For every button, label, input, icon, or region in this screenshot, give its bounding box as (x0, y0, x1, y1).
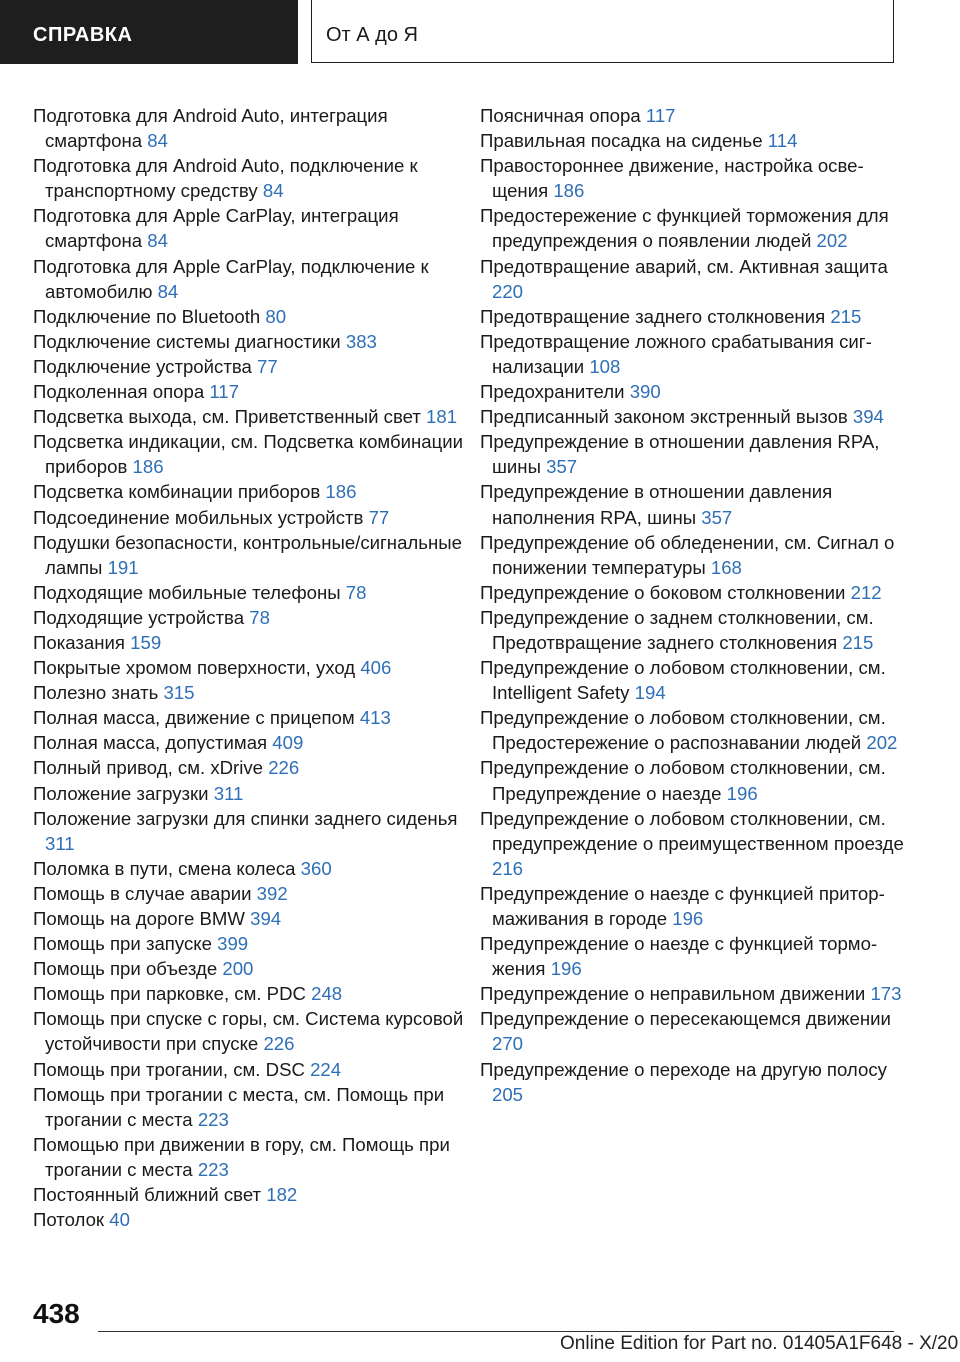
index-entry-page-link[interactable]: 357 (546, 456, 578, 478)
index-entry (480, 479, 905, 529)
index-entry-term: Предупреждение о неправильном движении (480, 983, 866, 1005)
index-entry-term: Подготовка для Apple CarPlay, подключение к автомобилю (33, 255, 429, 302)
index-entry-page-link[interactable]: 84 (147, 130, 168, 152)
index-entry (33, 630, 473, 655)
index-entry (480, 755, 905, 805)
index-entry-page-link[interactable]: 270 (492, 1033, 524, 1055)
index-entry (480, 304, 905, 329)
index-entry (33, 705, 473, 730)
index-entry-term: Предупреждение о лобовом столкновении, см. предупреждение о преимущественном проезде (480, 807, 904, 854)
index-entry (480, 153, 905, 203)
index-entry-page-link[interactable]: 78 (249, 606, 270, 628)
index-entry-page-link[interactable]: 196 (672, 908, 704, 929)
index-entry-page-link[interactable]: 191 (107, 556, 139, 578)
index-entry-term: Полезно знать (33, 682, 159, 704)
index-entry-page-link[interactable]: 196 (550, 958, 582, 980)
index-entry (33, 379, 473, 404)
index-entry (480, 1006, 905, 1056)
index-entry-page-link[interactable]: 186 (325, 481, 357, 503)
index-entry-term: Предупреждение о лобовом столкновении, см. Предостережение о распознавании людей (480, 707, 886, 754)
index-entry (33, 806, 473, 856)
index-entry (33, 103, 473, 153)
index-entry-page-link[interactable]: 215 (842, 631, 874, 653)
index-entry (33, 881, 473, 906)
index-entry-term: Предписанный законом экстренный вызов (480, 406, 848, 428)
index-entry-page-link[interactable]: 315 (163, 682, 195, 704)
index-entry-page-link[interactable]: 77 (257, 355, 278, 377)
index-entry (480, 705, 905, 755)
index-entry-page-link[interactable]: 215 (830, 305, 862, 327)
index-entry-page-link[interactable]: 248 (311, 983, 343, 1005)
index-entry-term: Подсветка комбинации приборов (33, 481, 321, 503)
index-entry (480, 806, 905, 881)
index-entry-page-link[interactable]: 114 (767, 130, 798, 152)
subsection-tab (311, 0, 894, 63)
index-entry (33, 1182, 473, 1207)
index-entry-page-link[interactable]: 383 (345, 330, 377, 352)
index-entry-term: Предупреждение о переходе на другую полосу (480, 1058, 887, 1080)
index-entry-page-link[interactable]: 226 (268, 757, 300, 779)
index-entry (480, 605, 905, 655)
index-entry-term: Подсветка индикации, см. Подсветка комбинации приборов (33, 431, 464, 478)
index-entry (480, 655, 905, 705)
index-entry-term: Помощь при спуске с горы, см. Система курсовой устойчивости при спуске (33, 1008, 464, 1055)
index-entry-term: Положение загрузки (33, 782, 209, 804)
index-entry (33, 329, 473, 354)
index-entry-page-link[interactable]: 409 (272, 732, 304, 754)
index-entry (33, 956, 473, 981)
index-entry-term: Предупреждение об обледенении, см. Сигнал о понижении температуры (480, 531, 895, 578)
index-entry-term: Полная масса, движение с прицепом (33, 707, 355, 729)
index-entry-page-link[interactable]: 186 (553, 180, 585, 202)
index-entry-term: Подколенная опора (33, 381, 205, 403)
index-entry (480, 429, 905, 479)
index-entry-term: Показания (33, 631, 125, 653)
index-entry-page-link[interactable]: 77 (368, 506, 390, 528)
index-entry (33, 254, 473, 304)
index-entry-term: Правильная посадка на сиденье (480, 130, 763, 152)
index-entry-term: Постоянный ближний свет (33, 1184, 262, 1206)
index-entry-page-link[interactable]: 84 (157, 280, 179, 302)
index-entry-term: Предотвращение ложного срабатывания сигнализации (480, 330, 872, 377)
index-entry-page-link[interactable]: 202 (816, 230, 848, 252)
index-entry-page-link[interactable]: 394 (852, 406, 884, 428)
index-entry (33, 153, 473, 203)
index-entry (480, 580, 905, 605)
index-entry (33, 580, 473, 605)
index-entry-term: Полная масса, допустимая (33, 732, 268, 754)
index-entry-page-link[interactable]: 108 (589, 355, 621, 377)
index-entry-term: Предупреждение о лобовом столкновении, см. Intelligent Safety (480, 657, 886, 704)
index-entry-page-link[interactable]: 196 (726, 782, 758, 804)
index-entry-term: Помощь при трогании с места, см. Помощь при трогании с места (33, 1083, 445, 1130)
index-entry-term: Помощь при объезде (33, 958, 218, 980)
index-entry (480, 103, 905, 128)
index-entry-term: Предостережение с функцией торможения для предупреждения о появлении людей (480, 205, 889, 252)
index-entry (33, 1132, 473, 1182)
index-entry-page-link[interactable]: 205 (492, 1083, 524, 1105)
index-entry-page-link[interactable]: 226 (263, 1033, 295, 1055)
index-column-right (480, 103, 905, 1107)
index-entry-term: Подсоединение мобильных устройств (33, 506, 364, 528)
index-entry-page-link[interactable]: 223 (197, 1108, 229, 1130)
section-tab (0, 0, 298, 64)
footer-divider (98, 1331, 894, 1332)
index-entry-page-link[interactable]: 357 (701, 506, 733, 528)
index-entry-page-link[interactable]: 390 (629, 381, 661, 403)
index-entry (33, 730, 473, 755)
index-entry (33, 304, 473, 329)
index-entry-term: Помощью при движении в гору, см. Помощь при трогании с места (33, 1133, 450, 1180)
index-entry-term: Подготовка для Android Auto, интеграция смартфона (33, 105, 388, 152)
index-entry-term: Помощь при запуске (33, 933, 212, 955)
index-entry (33, 906, 473, 931)
index-entry-page-link[interactable]: 117 (645, 105, 676, 126)
index-entry (480, 881, 905, 931)
index-column-left (33, 103, 473, 1232)
index-entry-page-link[interactable]: 223 (197, 1158, 229, 1180)
index-entry-page-link[interactable]: 117 (209, 381, 239, 403)
index-entry-term: Поясничная опора (480, 105, 641, 126)
index-entry-page-link[interactable]: 181 (426, 406, 458, 428)
index-entry (33, 479, 473, 504)
index-entry-page-link[interactable]: 194 (634, 682, 666, 704)
index-entry-page-link[interactable]: 84 (262, 180, 284, 202)
index-entry-term: Предохранители (480, 381, 625, 403)
index-entry-term: Подушки безопасности, контрольные/сигнальные лампы (33, 531, 462, 578)
index-entry-page-link[interactable]: 186 (132, 456, 164, 478)
index-entry (33, 981, 473, 1006)
index-entry-page-link[interactable]: 216 (492, 857, 524, 879)
index-entry-page-link[interactable]: 220 (492, 280, 524, 302)
edition-note: Online Edition for Part no. 01405A1F648 - X/20 (560, 1333, 959, 1354)
index-entry-term: Предупреждение о лобовом столкновении, см. Предупреждение о наезде (480, 757, 886, 804)
index-entry-term: Поломка в пути, смена колеса (33, 857, 296, 879)
index-entry-page-link[interactable]: 311 (45, 832, 75, 854)
index-entry (33, 1207, 473, 1232)
index-entry-term: Предупреждение о заднем столкновении, см. Предотвращение заднего столкновения (480, 606, 874, 653)
index-entry-term: Подключение по Bluetooth (33, 305, 261, 327)
index-entry-page-link[interactable]: 80 (265, 305, 287, 327)
index-entry-term: Подсветка выхода, см. Приветственный свет (33, 406, 421, 428)
index-entry-page-link[interactable]: 212 (850, 581, 882, 603)
index-entry-page-link[interactable]: 40 (109, 1209, 130, 1231)
index-entry (33, 755, 473, 780)
index-entry-term: Предупреждение о наезде с функцией притормаживания в городе (480, 882, 885, 929)
index-entry (33, 1057, 473, 1082)
subsection-title: От А до Я (326, 24, 418, 46)
index-entry-term: Предупреждение о пересекающемся движении (480, 1008, 891, 1030)
index-entry (480, 329, 905, 379)
index-entry-term: Предотвращение заднего столкновения (480, 305, 826, 327)
index-entry-page-link[interactable]: 399 (217, 933, 249, 955)
index-entry-page-link[interactable]: 311 (213, 782, 244, 804)
index-entry-term: Подходящие устройства (33, 606, 245, 628)
index-entry (33, 931, 473, 956)
index-entry-term: Подходящие мобильные телефоны (33, 581, 341, 603)
index-entry (480, 128, 905, 153)
index-entry-term: Подготовка для Android Auto, подключение к транспортному средству (33, 155, 418, 202)
index-entry (480, 254, 905, 304)
index-entry-term: Подключение устройства (33, 355, 252, 377)
index-entry (480, 203, 905, 253)
index-entry-term: Покрытые хромом поверхности, уход (33, 657, 356, 679)
section-title: СПРАВКА (33, 24, 133, 46)
index-entry-term: Помощь при парковке, см. PDC (33, 983, 306, 1005)
index-entry (33, 203, 473, 253)
index-entry (33, 680, 473, 705)
index-entry (33, 781, 473, 806)
index-entry (33, 429, 473, 479)
index-entry-term: Предупреждение в отношении давления наполнения RPA, шины (480, 481, 833, 528)
index-entry-term: Помощь в случае аварии (33, 882, 252, 904)
index-entry (480, 931, 905, 981)
index-entry-term: Предупреждение о наезде с функцией торможения (480, 933, 878, 980)
index-entry (480, 404, 905, 429)
index-entry-term: Предупреждение в отношении давления RPA, шины (480, 431, 880, 478)
index-entry-page-link[interactable]: 202 (866, 732, 898, 754)
index-entry-page-link[interactable]: 168 (710, 556, 742, 578)
page-number: 438 (33, 1298, 80, 1329)
index-entry-term: Положение загрузки для спинки заднего сиденья (33, 807, 458, 829)
index-entry (33, 505, 473, 530)
index-entry-page-link[interactable]: 413 (359, 707, 391, 729)
index-entry-term: Помощь при трогании, см. DSC (33, 1058, 305, 1080)
index-entry-page-link[interactable]: 200 (222, 958, 254, 980)
index-entry (33, 1006, 473, 1056)
index-entry-term: Полный привод, см. xDrive (33, 757, 264, 779)
index-entry-page-link[interactable]: 182 (266, 1184, 298, 1206)
index-entry-page-link[interactable]: 406 (360, 657, 392, 679)
index-entry-page-link[interactable]: 84 (147, 230, 168, 252)
index-entry (480, 379, 905, 404)
index-entry (33, 1082, 473, 1132)
index-entry-term: Подготовка для Apple CarPlay, интеграция смартфона (33, 205, 399, 252)
index-entry-term: Подключение системы диагностики (33, 330, 341, 352)
index-entry-term: Правостороннее движение, настройка освещения (480, 155, 864, 202)
index-entry-page-link[interactable]: 360 (300, 857, 332, 879)
index-entry-page-link[interactable]: 392 (256, 882, 288, 904)
index-entry (33, 354, 473, 379)
index-entry (33, 856, 473, 881)
index-entry (33, 404, 473, 429)
index-entry-term: Предотвращение аварий, см. Активная защита (480, 255, 888, 277)
index-entry (33, 605, 473, 630)
index-entry-term: Помощь на дороге BMW (33, 908, 245, 929)
index-entry-page-link[interactable]: 173 (870, 983, 902, 1005)
index-entry-page-link[interactable]: 159 (130, 631, 162, 653)
index-entry (480, 981, 905, 1006)
index-entry (480, 530, 905, 580)
index-entry-term: Предупреждение о боковом столкновении (480, 581, 846, 603)
index-entry-term: Потолок (33, 1209, 105, 1231)
index-entry (33, 530, 473, 580)
index-entry (480, 1057, 905, 1107)
index-entry (33, 655, 473, 680)
index-entry-page-link[interactable]: 78 (345, 581, 367, 603)
index-entry-page-link[interactable]: 224 (310, 1058, 342, 1080)
index-entry-page-link[interactable]: 394 (250, 908, 282, 929)
